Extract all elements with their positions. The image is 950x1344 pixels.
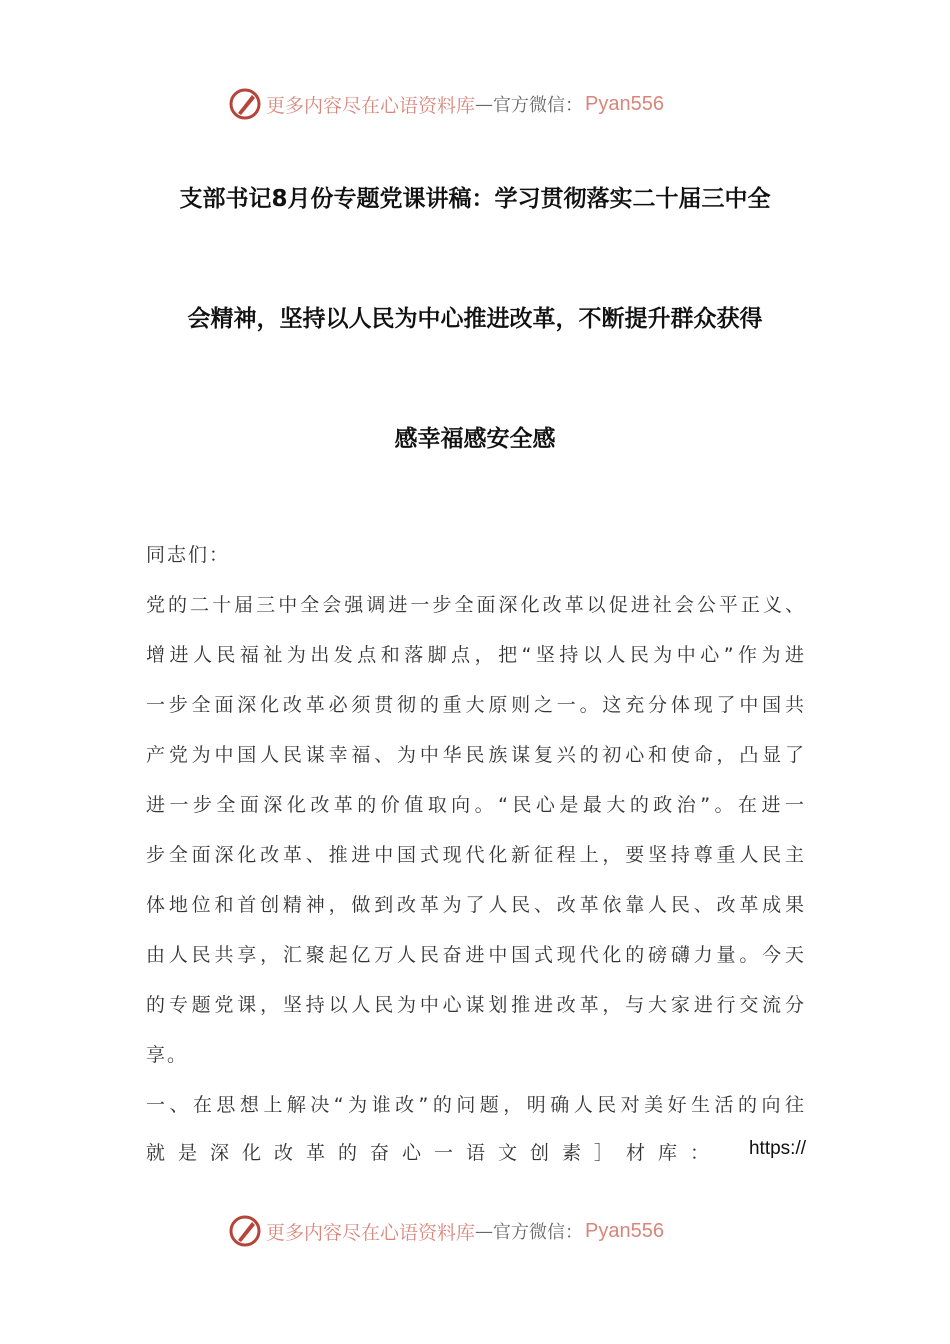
body-line: 进一步全面深化改革的价值取向。“民心是最大的政治”。在进一 [146,794,806,816]
title-line: 支部书记8月份专题党课讲稿：学习贯彻落实二十届三中全 [179,186,771,212]
body-line-text: 就是深化改革的奋心一语文创素］材库： [146,1142,723,1164]
title-line: 感幸福感安全感 [394,426,556,452]
body-line: 同志们： [146,544,231,566]
header-banner [228,84,728,124]
body-line: 一步全面深化改革必须贯彻的重大原则之一。这充分体现了中国共 [146,694,806,716]
banner-wechat-id: Pyan556 [585,1219,664,1242]
body-line: 享。 [146,1044,189,1066]
body-line: 党的二十届三中全会强调进一步全面深化改革以促进社会公平正义、 [146,594,806,616]
banner-wechat-id: Pyan556 [585,92,664,115]
body-line: 的专题党课，坚持以人民为中心谋划推进改革，与大家进行交流分 [146,994,806,1016]
body-line: 步全面深化改革、推进中国式现代化新征程上，要坚持尊重人民主 [146,844,806,866]
body-line-last [146,1138,806,1165]
pen-logo-icon [228,87,262,121]
body-line: 由人民共享，汇聚起亿万人民奋进中国式现代化的磅礴力量。今天 [146,944,806,966]
body-line: 增进人民福祉为出发点和落脚点，把“坚持以人民为中心”作为进 [146,644,806,666]
body-line: 一、在思想上解决“为谁改”的问题，明确人民对美好生活的向往 [146,1094,806,1116]
banner-dash: — [475,1220,494,1242]
body-line: 产党为中国人民谋幸福、为中华民族谋复兴的初心和使命，凸显了 [146,744,806,766]
url-link[interactable]: https:// [748,1138,806,1159]
banner-site: 更多内容尽在心语资料库 [266,94,476,117]
banner-wechat-label: 官方微信： [493,95,584,116]
title-line: 会精神，坚持以人民为中心推进改革，不断提升群众获得 [187,306,763,332]
pen-logo-icon [228,1214,262,1248]
banner-wechat-label: 官方微信： [493,1222,584,1243]
banner-site: 更多内容尽在心语资料库 [266,1221,476,1244]
banner-dash: — [475,93,494,115]
footer-banner [228,1211,728,1251]
body-line: 体地位和首创精神，做到改革为了人民、改革依靠人民、改革成果 [146,894,806,916]
